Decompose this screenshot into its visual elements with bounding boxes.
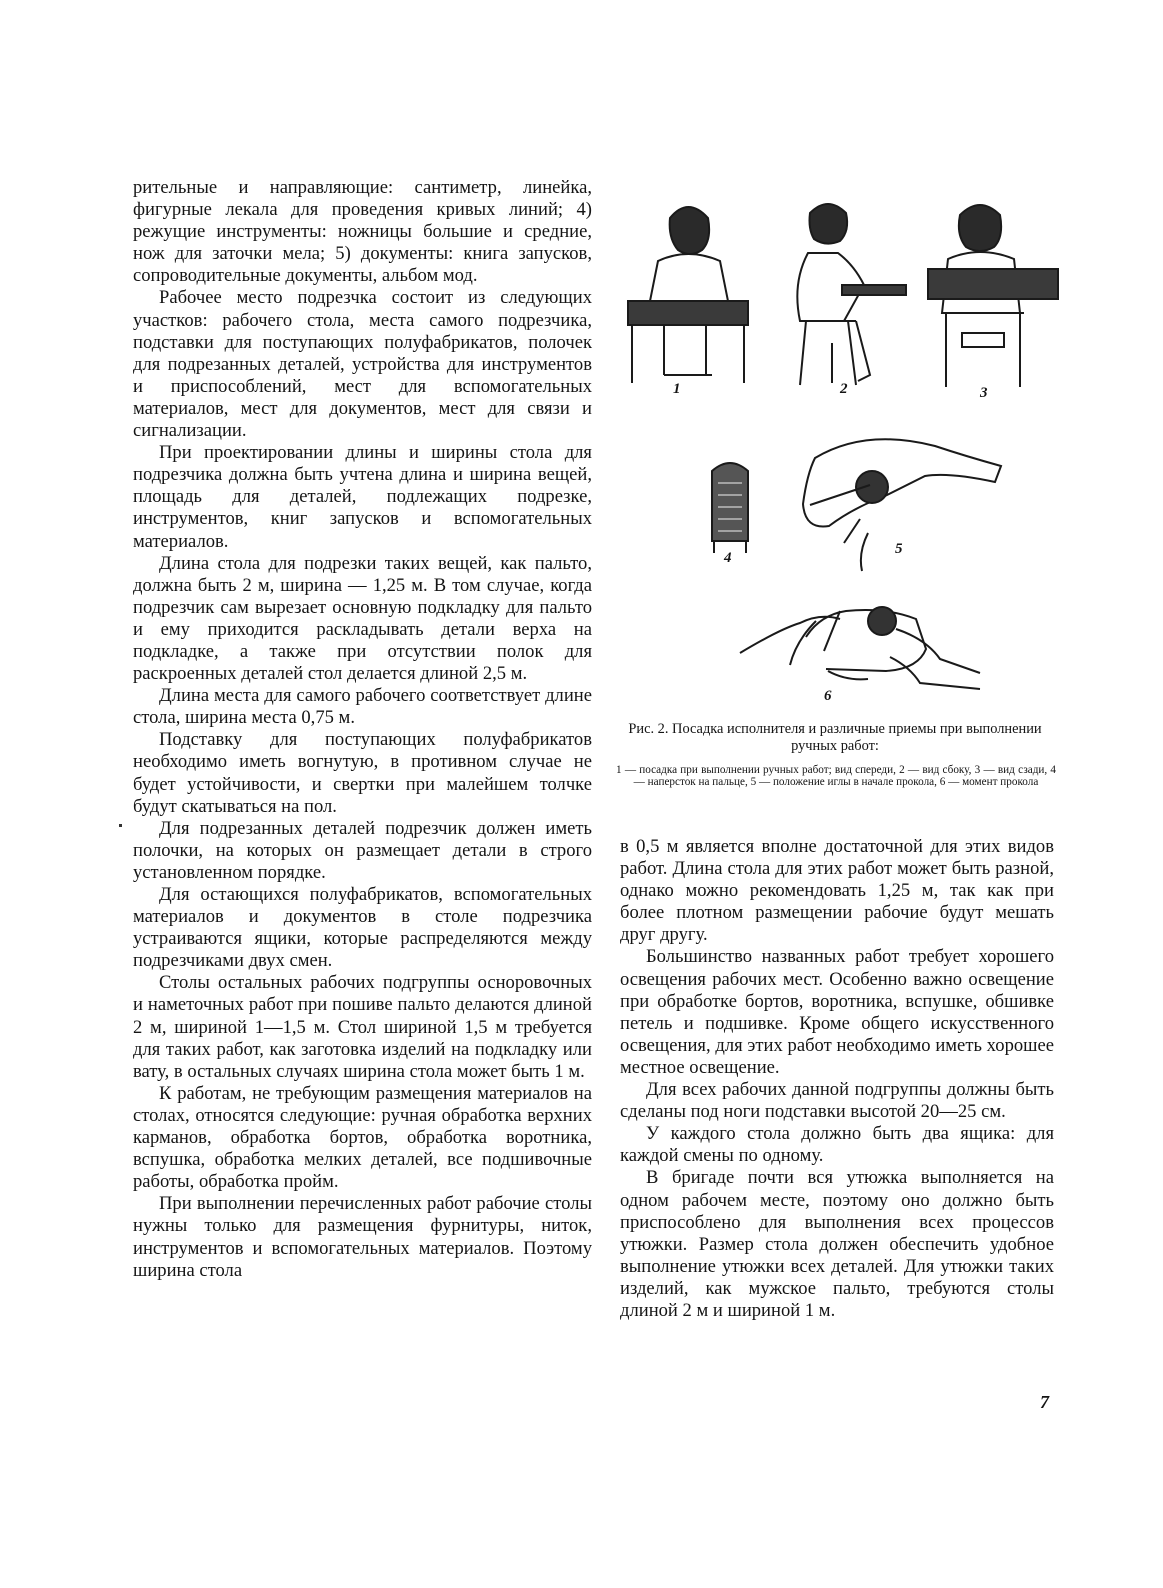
page-number: 7 bbox=[1040, 1392, 1049, 1412]
paragraph: При выполнении перечисленных работ рабочие столы нужны только для размещения фурнитуры, ниток, инструментов и вспомогательных материалов. Поэтому ширина стола bbox=[133, 1193, 592, 1281]
worker-front-illustration bbox=[628, 207, 748, 383]
needle-puncture-illustration bbox=[740, 607, 980, 689]
print-speck bbox=[119, 824, 122, 827]
worker-back-illustration bbox=[928, 205, 1058, 387]
paragraph: Для подрезанных деталей подрезчик должен иметь полочки, на которых он размещает детали в строго установленном порядке. bbox=[133, 817, 592, 883]
paragraph: Длина места для самого рабочего соответствует длине стола, ширина места 0,75 м. bbox=[133, 685, 592, 729]
paragraph: Рабочее место подрезчка состоит из следующих участков: рабочего стола, места самого подрезчика, подставки для поступающих полуфабрикатов, полочек для подрезанных деталей, устройства для инструментов и приспособлений, мест для вспомогательных материалов, мест для документов, мест для связи и сигнализации. bbox=[133, 287, 592, 442]
figure-number-2: 2 bbox=[840, 381, 848, 397]
paragraph: Столы остальных рабочих подгруппы осноровочных и наметочных работ при пошиве пальто делаются длиной 2 м, шириной 1—1,5 м. Стол шириной 1,5 м требуется для таких работ, как заготовка изделий на подкладку или вату, в остальных случаях ширина стола может быть 1 м. bbox=[133, 972, 592, 1082]
right-text-column bbox=[620, 836, 1054, 1322]
figure-number-3: 3 bbox=[980, 385, 988, 401]
paragraph: В бригаде почти вся утюжка выполняется на одном рабочем месте, поэтому оно должно быть приспособлено для выполнения всех процессов утюжки. Размер стола должен обеспечить удобное выполнение утюжки всех деталей. Для утюжки таких изделий, как мужское пальто, требуются столы длиной 2 м и шириной 1 м. bbox=[620, 1167, 1054, 1321]
paragraph: При проектировании длины и ширины стола для подрезчика должна быть учтена длина и ширина вещей, площадь для деталей, подлежащих подрезке, инструментов, книг запусков и вспомогательных материалов. bbox=[133, 442, 592, 552]
figure-number-4: 4 bbox=[724, 550, 732, 566]
worker-side-illustration bbox=[797, 204, 906, 385]
figure-legend: 1 — посадка при выполнении ручных работ; вид спереди, 2 — вид сбоку, 3 — вид сзади, 4 — наперсток на пальце, 5 — положение иглы в начале прокола, 6 — момент прокола bbox=[616, 764, 1056, 789]
paragraph: Большинство названных работ требует хорошего освещения рабочих мест. Особенно важно освещение при обработке бортов, воротника, вспушке, обшивке петель и подшивке. Кроме общего искусственного освещения, для этих работ необходимо иметь хорошее местное освещение. bbox=[620, 946, 1054, 1078]
paragraph: Подставку для поступающих полуфабрикатов необходимо иметь вогнутую, в противном случае не будет устойчивости, и свертки при малейшем толчке будут скатываться на пол. bbox=[133, 729, 592, 817]
paragraph: Для всех рабочих данной подгруппы должны быть сделаны под ноги подставки высотой 20—25 см. bbox=[620, 1079, 1054, 1123]
figure-caption: Рис. 2. Посадка исполнителя и различные приемы при выполнении ручных работ: bbox=[628, 721, 1042, 754]
figure-number-1: 1 bbox=[673, 381, 681, 397]
paragraph: Длина стола для подрезки таких вещей, как пальто, должна быть 2 м, ширина — 1,25 м. В том случае, когда подрезчик сам вырезает основную подкладку для пальто и ему приходится раскладывать детали верха на подкладке, а также при отсутствии полок для раскроенных деталей стол делается длиной 2,5 м. bbox=[133, 552, 592, 685]
figure-number-6: 6 bbox=[824, 688, 832, 704]
paragraph: рительные и направляющие: сантиметр, линейка, фигурные лекала для проведения кривых линий; 4) режущие инструменты: ножницы большие и средние, нож для заточки мела; 5) документы: книга запусков, сопроводительные документы, альбом мод. bbox=[133, 177, 592, 287]
paragraph: У каждого стола должно быть два ящика: для каждой смены по одному. bbox=[620, 1123, 1054, 1167]
paragraph: К работам, не требующим размещения материалов на столах, относятся следующие: ручная обработка верхних карманов, обработка бортов, обработка воротника, вспушка, обработка мелких деталей, все подшивочные работы, обработка пройм. bbox=[133, 1082, 592, 1193]
figure-number-5: 5 bbox=[895, 541, 903, 557]
left-text-column bbox=[133, 177, 592, 1282]
thimble-illustration bbox=[712, 463, 748, 553]
paragraph: в 0,5 м является вполне достаточной для этих видов работ. Длина стола для этих работ может быть разной, однако можно рекомендовать 1,25 м, так как при более плотном размещении рабочие будут мешать друг другу. bbox=[620, 836, 1054, 946]
figure-illustrations bbox=[610, 193, 1060, 713]
paragraph: Для остающихся полуфабрикатов, вспомогательных материалов и документов в столе подрезчика устраиваются ящики, которые распределяются между подрезчиками двух смен. bbox=[133, 884, 592, 972]
figure-2 bbox=[610, 193, 1060, 833]
